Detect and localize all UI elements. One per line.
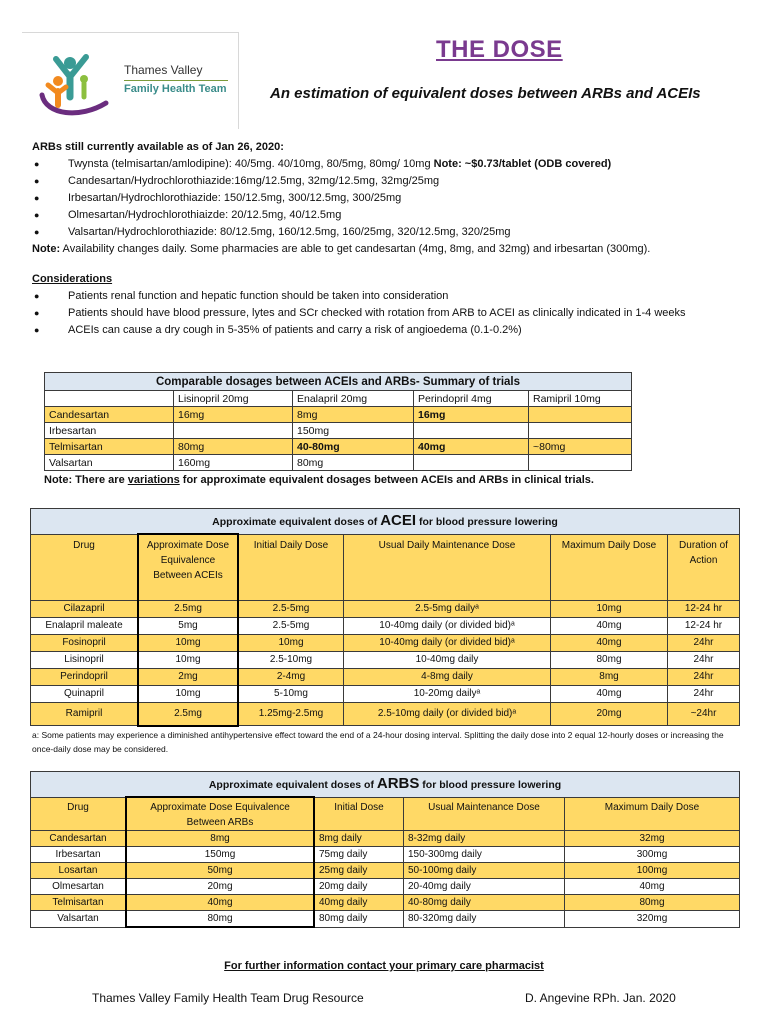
table-row: [31, 618, 740, 635]
table-cell: Irbesartan: [31, 847, 127, 863]
table-cell: 2.5-5mg: [238, 618, 344, 635]
table-cell: 150mg: [126, 847, 314, 863]
table-cell: 40mg: [565, 879, 740, 895]
table-cell: 40mg: [551, 618, 668, 635]
table-cell: 25mg daily: [314, 863, 404, 879]
table-cell: 80mg: [174, 439, 293, 455]
table-cell: 2mg: [138, 669, 238, 686]
table-cell: 50-100mg daily: [404, 863, 565, 879]
caption-emphasis: ARBS: [376, 774, 420, 792]
table-cell: 10mg: [551, 601, 668, 618]
table-row: [31, 703, 740, 726]
table-cell: 10-20mg dailyᵃ: [344, 686, 551, 703]
list-item: ● Patients should have blood pressure, lytes and SCr checked with rotation from ARB to ACEI as clinically indicated in 1-4 weeks: [32, 305, 742, 322]
column-header: Drug: [31, 797, 127, 831]
table-cell: Cilazapril: [31, 601, 139, 618]
note-label: Note:: [44, 474, 73, 486]
note-text: Availability changes daily. Some pharmacies are able to get candesartan (4mg, 8mg, and 32mg) and irbesartan (300mg).: [60, 243, 651, 255]
table-cell: 20mg: [551, 703, 668, 726]
table-cell: Perindopril: [31, 669, 139, 686]
column-header: Usual Maintenance Dose: [404, 797, 565, 831]
table-cell: Olmesartan: [31, 879, 127, 895]
table-cell: Lisinopril: [31, 652, 139, 669]
arb-item-text: Irbesartan/Hydrochlorothiazide: 150/12.5mg, 300/12.5mg, 300/25mg: [68, 192, 402, 204]
table-cell: 320mg: [565, 911, 740, 928]
list-item: [32, 224, 742, 241]
table-cell: 8mg: [551, 669, 668, 686]
table-row: [31, 911, 740, 928]
column-header: Initial Dose: [314, 797, 404, 831]
table-cell: Telmisartan: [45, 439, 174, 455]
table-row: [45, 423, 632, 439]
trials-table: [44, 372, 632, 471]
table-cell: 2.5-5mg: [238, 601, 344, 618]
table-row: [31, 847, 740, 863]
table-cell: 10mg: [138, 652, 238, 669]
column-header: Maximum Daily Dose: [551, 534, 668, 601]
table-cell: 2.5mg: [138, 601, 238, 618]
table-row: [31, 652, 740, 669]
list-item: ● ACEIs can cause a dry cough in 5-35% of patients and carry a risk of angioedema (0.1-0.2%): [32, 322, 742, 339]
availability-note: [32, 241, 742, 258]
table-cell: 80mg: [565, 895, 740, 911]
table-row: [31, 895, 740, 911]
footer-author: D. Angevine RPh. Jan. 2020: [525, 991, 676, 1005]
table-cell: 12-24 hr: [668, 601, 740, 618]
table-row: [31, 601, 740, 618]
table-cell: 2.5-5mg dailyᵃ: [344, 601, 551, 618]
table-row: [45, 439, 632, 455]
page-subtitle: An estimation of equivalent doses between ARBs and ACEIs: [270, 85, 701, 102]
list-item: [32, 173, 742, 190]
table-cell: 8-32mg daily: [404, 831, 565, 847]
table-cell: 10-40mg daily (or divided bid)ᵃ: [344, 618, 551, 635]
column-header: Initial Daily Dose: [238, 534, 344, 601]
trials-caption: Comparable dosages between ACEIs and ARBs- Summary of trials: [45, 373, 632, 391]
footer-source: Thames Valley Family Health Team Drug Resource: [92, 991, 364, 1005]
table-cell: [529, 455, 632, 471]
table-cell: 150-300mg daily: [404, 847, 565, 863]
arb-item-text: Olmesartan/Hydrochlorothiaizde: 20/12.5mg, 40/12.5mg: [68, 209, 342, 221]
table-cell: 2.5mg: [138, 703, 238, 726]
considerations-section: [32, 271, 742, 339]
table-cell: Valsartan: [31, 911, 127, 928]
table-cell: 20mg: [126, 879, 314, 895]
table-cell: Telmisartan: [31, 895, 127, 911]
arbs-available-section: [32, 139, 742, 258]
arbs-list: [32, 156, 742, 241]
table-cell: 8mg: [126, 831, 314, 847]
column-header: Usual Daily Maintenance Dose: [344, 534, 551, 601]
table-cell: Candesartan: [45, 407, 174, 423]
column-header: Perindopril 4mg: [414, 391, 529, 407]
arb-caption: [31, 772, 740, 798]
column-header: Ramipril 10mg: [529, 391, 632, 407]
table-cell: 20mg daily: [314, 879, 404, 895]
arb-item-text: Valsartan/Hydrochlorothiazide: 80/12.5mg, 160/12.5mg, 160/25mg, 320/12.5mg, 320/25mg: [68, 226, 511, 238]
caption-text: for blood pressure lowering: [416, 515, 558, 528]
note-underlined: variations: [127, 474, 180, 486]
table-cell: 12-24 hr: [668, 618, 740, 635]
table-row: [31, 831, 740, 847]
table-cell: 10-40mg daily: [344, 652, 551, 669]
table-cell: 160mg: [174, 455, 293, 471]
table-caption-row: [45, 373, 632, 391]
acei-caption: [31, 509, 740, 535]
table-cell: 24hr: [668, 635, 740, 652]
table-cell: 20-40mg daily: [404, 879, 565, 895]
considerations-list: [32, 288, 742, 339]
family-figures-icon: [36, 49, 120, 121]
table-cell: 32mg: [565, 831, 740, 847]
table-cell: Candesartan: [31, 831, 127, 847]
column-header: Drug: [31, 534, 139, 601]
logo: [22, 32, 239, 129]
arb-item-text: Twynsta (telmisartan/amlodipine): 40/5mg. 40/10mg, 80/5mg, 80mg/ 10mg: [68, 158, 434, 170]
column-header: [45, 391, 174, 407]
table-cell: 2-4mg: [238, 669, 344, 686]
logo-line2: Family Health Team: [124, 83, 227, 95]
list-item: ● Patients renal function and hepatic function should be taken into consideration: [32, 288, 742, 305]
table-cell: 100mg: [565, 863, 740, 879]
table-cell: 5mg: [138, 618, 238, 635]
table-cell: 10mg: [238, 635, 344, 652]
table-cell: 40mg: [126, 895, 314, 911]
table-row: [31, 879, 740, 895]
list-item: [32, 190, 742, 207]
table-cell: 75mg daily: [314, 847, 404, 863]
table-caption-row: [31, 509, 740, 535]
table-row: [31, 863, 740, 879]
table-cell: [414, 455, 529, 471]
table-cell: Valsartan: [45, 455, 174, 471]
table-cell: 10mg: [138, 635, 238, 652]
arb-item-text: Candesartan/Hydrochlorothiazide:16mg/12.5mg, 32mg/12.5mg, 32mg/25mg: [68, 175, 440, 187]
note-label: Note:: [32, 243, 61, 255]
table-header-row: [31, 534, 740, 601]
table-cell: 80mg: [293, 455, 414, 471]
contact-line: For further information contact your primary care pharmacist: [224, 960, 544, 972]
table-cell: 150mg: [293, 423, 414, 439]
logo-line1: Thames Valley: [124, 63, 203, 77]
table-cell: 40mg daily: [314, 895, 404, 911]
table-header-row: [31, 797, 740, 831]
table-cell: 2.5-10mg daily (or divided bid)ᵃ: [344, 703, 551, 726]
column-header: Approximate Dose Equivalence Between ACEIs: [138, 534, 238, 601]
table-cell: 1.25mg-2.5mg: [238, 703, 344, 726]
table-cell: 24hr: [668, 652, 740, 669]
table-cell: 40-80mg daily: [404, 895, 565, 911]
table-cell: Ramipril: [31, 703, 139, 726]
table-cell: Quinapril: [31, 686, 139, 703]
column-header: Approximate Dose Equivalence Between ARBs: [126, 797, 314, 831]
table-cell: Enalapril maleate: [31, 618, 139, 635]
table-cell: 24hr: [668, 669, 740, 686]
column-header: Maximum Daily Dose: [565, 797, 740, 831]
table-cell: 8mg: [293, 407, 414, 423]
table-cell: 10mg: [138, 686, 238, 703]
considerations-heading: Considerations: [32, 273, 113, 285]
table-cell: 10-40mg daily (or divided bid)ᵃ: [344, 635, 551, 652]
note-text: for approximate equivalent dosages between ACEIs and ARBs in clinical trials.: [179, 474, 594, 486]
table-cell: ~24hr: [668, 703, 740, 726]
table-cell: 4-8mg daily: [344, 669, 551, 686]
table-row: [31, 635, 740, 652]
table-cell: Losartan: [31, 863, 127, 879]
arb-table: [30, 771, 740, 928]
note-text: There are: [72, 474, 128, 486]
table-cell: [174, 423, 293, 439]
table-cell: 80-320mg daily: [404, 911, 565, 928]
table-caption-row: [31, 772, 740, 798]
caption-text: Approximate equivalent doses of: [212, 515, 381, 528]
table-cell: 300mg: [565, 847, 740, 863]
table-cell: 24hr: [668, 686, 740, 703]
table-cell: ~80mg: [529, 439, 632, 455]
table-cell: 5-10mg: [238, 686, 344, 703]
logo-divider: [124, 80, 228, 81]
table-row: [31, 669, 740, 686]
table-cell: 80mg: [126, 911, 314, 928]
table-cell: [529, 407, 632, 423]
page-title: THE DOSE: [436, 36, 563, 63]
column-header: Duration of Action: [668, 534, 740, 601]
table-cell: 16mg: [174, 407, 293, 423]
table-row: [31, 686, 740, 703]
table-row: [45, 407, 632, 423]
caption-emphasis: ACEI: [380, 511, 417, 529]
caption-text: Approximate equivalent doses of: [208, 778, 377, 791]
column-header: Enalapril 20mg: [293, 391, 414, 407]
table-cell: [414, 423, 529, 439]
arb-item-note: Note: ~$0.73/tablet (ODB covered): [433, 158, 612, 170]
table-cell: 40mg: [551, 686, 668, 703]
table-cell: 16mg: [414, 407, 529, 423]
list-item: [32, 207, 742, 224]
acei-footnote: a: Some patients may experience a diminished antihypertensive effect toward the end of a 24-hour dosing interval. Splitting the daily dose into 2 equal 12-hourly doses or increasing the once-daily dose may be considered.: [32, 730, 724, 754]
table-cell: 40mg: [551, 635, 668, 652]
variations-note: [44, 474, 594, 486]
table-cell: 40mg: [414, 439, 529, 455]
table-header-row: [45, 391, 632, 407]
acei-table: [30, 508, 740, 727]
table-cell: [529, 423, 632, 439]
arbs-heading: ARBs still currently available as of Jan 26, 2020:: [32, 141, 284, 153]
table-cell: Irbesartan: [45, 423, 174, 439]
table-row: [45, 455, 632, 471]
table-cell: 40-80mg: [293, 439, 414, 455]
list-item: [32, 156, 742, 173]
table-cell: Fosinopril: [31, 635, 139, 652]
column-header: Lisinopril 20mg: [174, 391, 293, 407]
table-cell: 50mg: [126, 863, 314, 879]
table-cell: 80mg daily: [314, 911, 404, 928]
table-cell: 2.5-10mg: [238, 652, 344, 669]
table-cell: 80mg: [551, 652, 668, 669]
caption-text: for blood pressure lowering: [419, 778, 562, 791]
table-cell: 8mg daily: [314, 831, 404, 847]
